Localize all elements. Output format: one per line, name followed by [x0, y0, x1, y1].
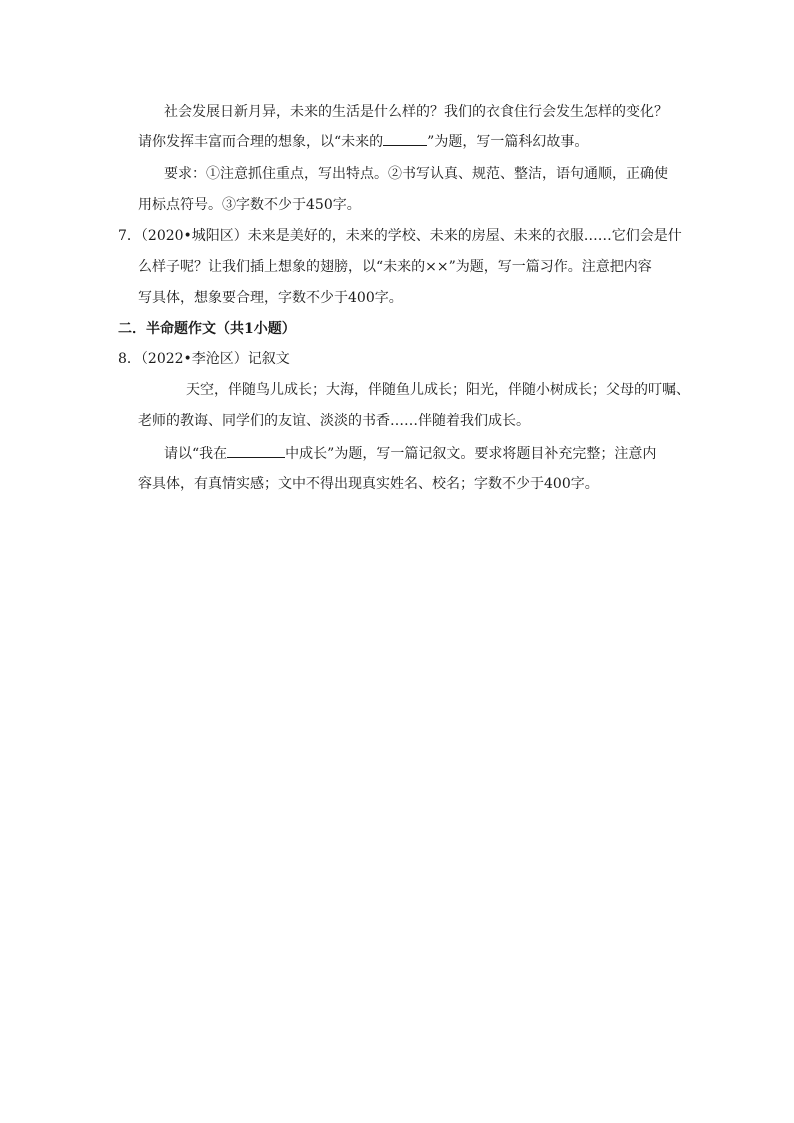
q8-line1: 8．（2022•李沧区）记叙文 — [118, 351, 290, 367]
title-blank — [227, 443, 285, 458]
q6-requirements-line2: 用标点符号。③字数不少于450字。 — [138, 197, 361, 213]
q8-prompt-prefix: 请以“我在 — [164, 446, 228, 462]
q8-paragraph1-line1: 天空，伴随鸟儿成长；大海，伴随鱼儿成长；阳光，伴随小树成长；父母的叮嘱、 — [186, 382, 690, 398]
q8-paragraph2-line1 — [164, 443, 656, 464]
q7-line1: 7．（2020•城阳区）未来是美好的，未来的学校、未来的房屋、未来的衣服……它们会是什 — [118, 228, 682, 244]
title-blank — [383, 131, 427, 146]
q6-paragraph1-line1: 社会发展日新月异，未来的生活是什么样的？我们的衣食住行会发生怎样的变化？ — [164, 104, 668, 120]
q8-paragraph1-line2: 老师的教诲、同学们的友谊、淡淡的书香……伴随着我们成长。 — [138, 413, 530, 429]
q6-line2-suffix: ”为题，写一篇科幻故事。 — [427, 134, 589, 150]
q6-paragraph1-line2 — [138, 131, 588, 152]
q8-paragraph2-line2: 容具体，有真情实感；文中不得出现真实姓名、校名；字数不少于400字。 — [138, 476, 599, 492]
q7-line3: 写具体，想象要合理，字数不少于400字。 — [138, 290, 403, 306]
q7-line2: 么样子呢？让我们插上想象的翅膀，以“未来的××”为题，写一篇习作。注意把内容 — [138, 259, 652, 275]
q8-prompt-suffix: 中成长”为题，写一篇记叙文。要求将题目补充完整；注意内 — [285, 446, 657, 462]
q6-requirements-line1: 要求：①注意抓住重点，写出特点。②书写认真、规范、整洁，语句通顺，正确使 — [164, 166, 668, 182]
q6-line2-prefix: 请你发挥丰富而合理的想象，以“未来的 — [138, 134, 384, 150]
section-heading: 二．半命题作文（共1小题） — [118, 321, 296, 337]
